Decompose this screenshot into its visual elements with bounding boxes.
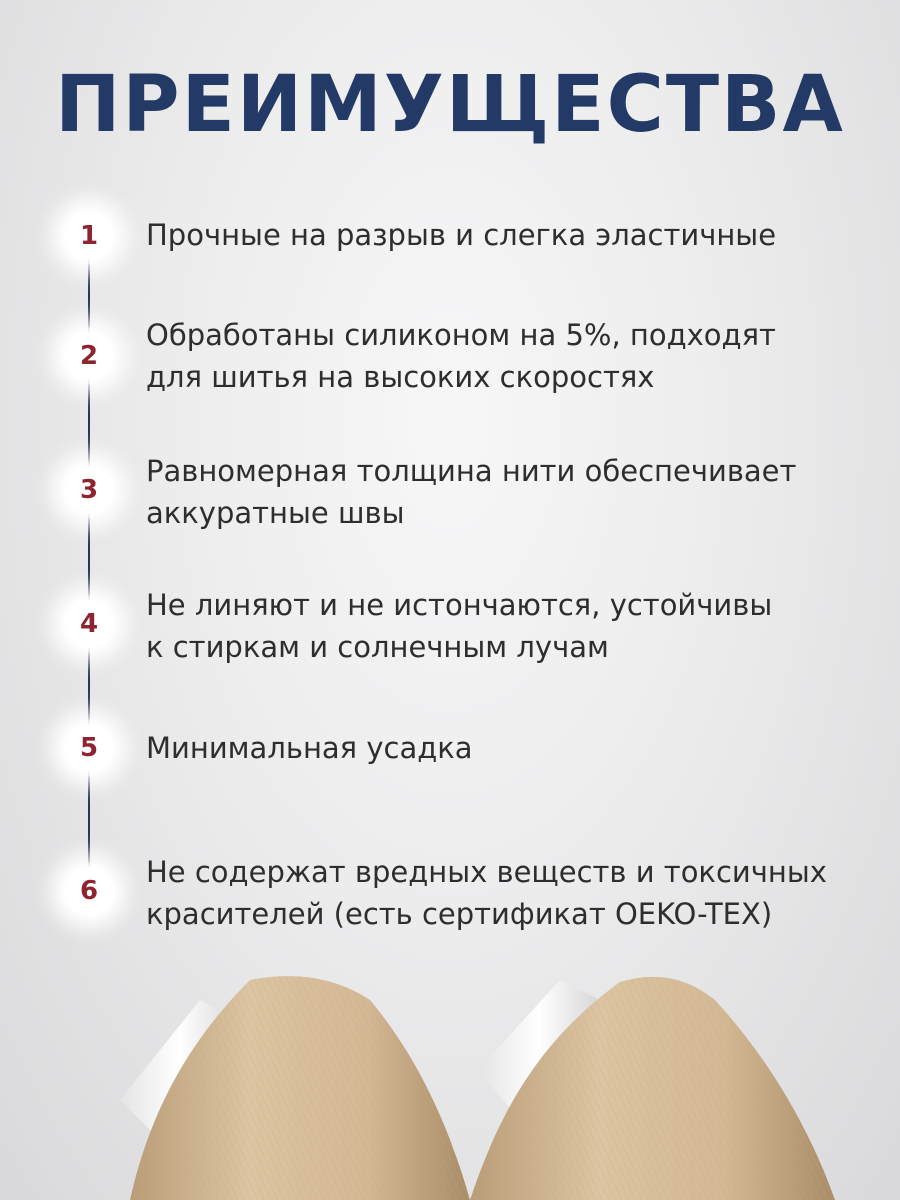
advantage-text-line: Не линяют и не истончаются, устойчивы [146, 588, 773, 622]
number-badge: 3 [60, 461, 118, 519]
number-badge: 2 [60, 327, 118, 385]
advantage-text-line: аккуратные швы [146, 496, 405, 530]
advantage-text [146, 314, 866, 398]
number-badge: 6 [60, 862, 118, 920]
advantage-text [146, 450, 866, 534]
advantage-text-line: Минимальная усадка [146, 731, 473, 765]
number-badge: 5 [60, 719, 118, 777]
advantage-text-line: к стиркам и солнечным лучам [146, 630, 609, 664]
page-title: ПРЕИМУЩЕСТВА [55, 60, 845, 150]
number-badge: 1 [60, 207, 118, 265]
advantage-text [146, 214, 866, 256]
right-spool [470, 977, 835, 1200]
number-badge: 4 [60, 595, 118, 653]
thread-spools-image [0, 960, 900, 1200]
advantage-text-line: красителей (есть сертификат OEKO-TEX) [146, 897, 773, 931]
advantage-text-line: Не содержат вредных веществ и токсичных [146, 855, 827, 889]
advantage-text [146, 851, 866, 935]
advantage-text-line: Прочные на разрыв и слегка эластичные [146, 218, 777, 252]
left-spool [120, 976, 470, 1200]
advantage-text-line: для шитья на высоких скоростях [146, 360, 655, 394]
advantage-text [146, 727, 866, 769]
advantage-text-line: Обработаны силиконом на 5%, подходят [146, 318, 776, 352]
advantage-text [146, 584, 866, 668]
advantage-text-line: Равномерная толщина нити обеспечивает [146, 454, 797, 488]
